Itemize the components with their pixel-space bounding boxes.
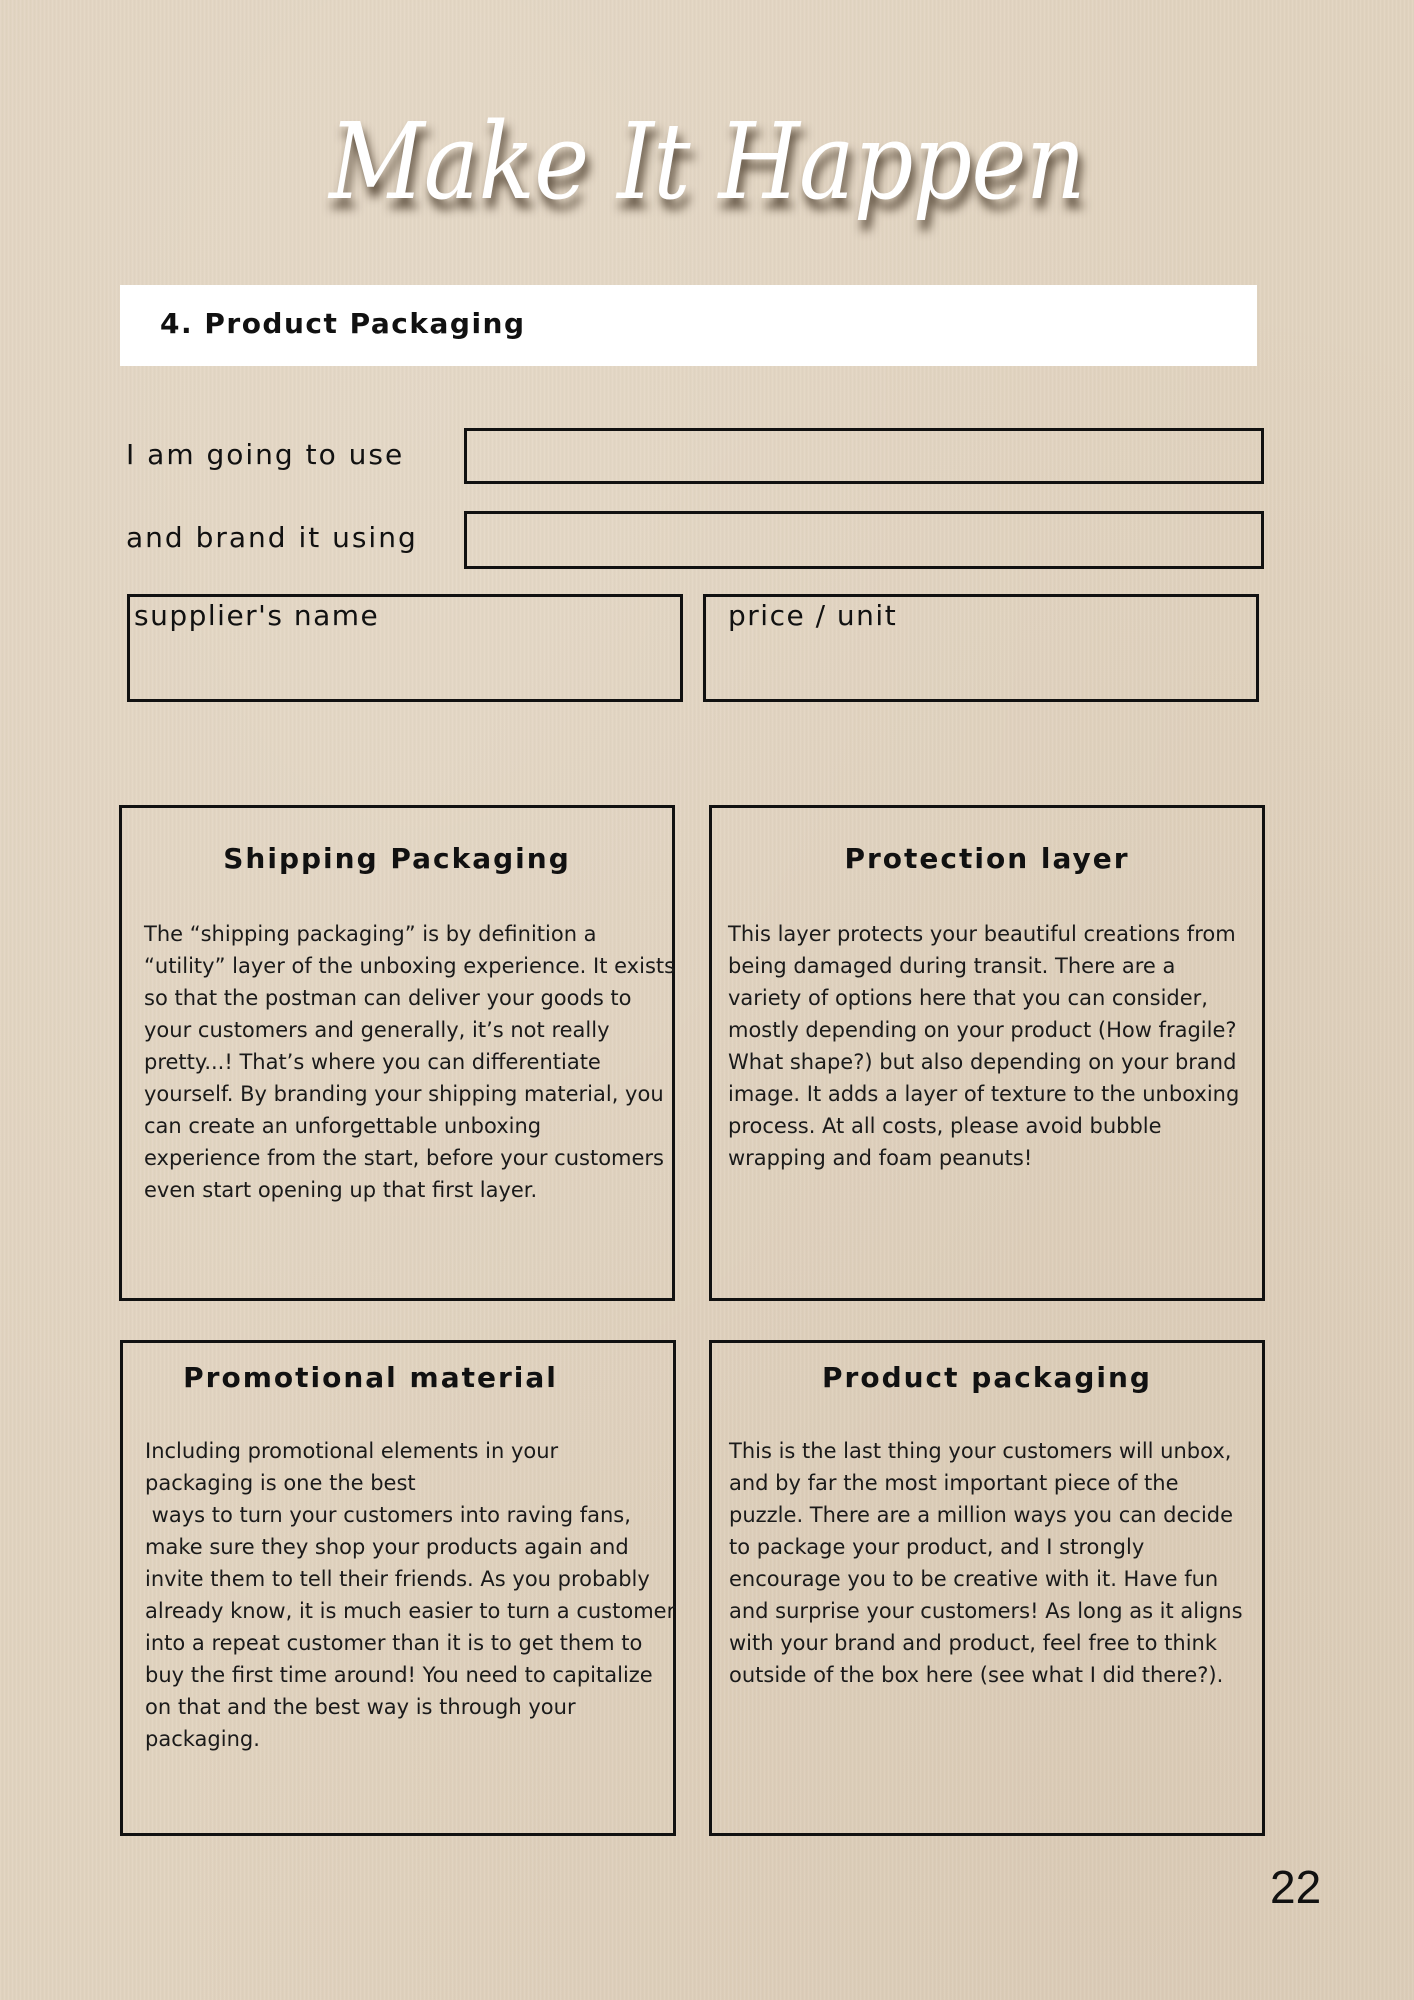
use-input[interactable] (464, 428, 1264, 484)
page-title: Make It Happen (329, 100, 1085, 223)
card-line: make sure they shop your products again and (145, 1535, 629, 1559)
card-line: pretty...! That’s where you can differentiate (144, 1050, 601, 1074)
product-packaging-card (709, 1340, 1265, 1836)
card-line: ways to turn your customers into raving fans, (145, 1503, 631, 1527)
card-heading: Promotional material (183, 1361, 558, 1394)
section-banner (120, 285, 1257, 366)
card-line: invite them to tell their friends. As you probably (145, 1567, 650, 1591)
card-line: “utility” layer of the unboxing experience. It exists (144, 954, 676, 978)
card-heading: Protection layer (844, 842, 1130, 875)
price-per-unit-field[interactable] (703, 594, 1259, 702)
card-line: What shape?) but also depending on your brand (728, 1050, 1237, 1074)
card-body (145, 1435, 676, 1755)
card-line: This is the last thing your customers will unbox, (729, 1439, 1232, 1463)
card-line: buy the first time around! You need to capitalize (145, 1663, 653, 1687)
price-per-unit-label: price / unit (728, 599, 898, 632)
card-line: with your brand and product, feel free to think (729, 1631, 1218, 1655)
protection-layer-card (709, 805, 1265, 1301)
card-body (729, 1435, 1244, 1691)
card-line: puzzle. There are a million ways you can decide (729, 1503, 1234, 1527)
card-line: and by far the most important piece of the (729, 1471, 1179, 1495)
card-line: experience from the start, before your customers (144, 1146, 664, 1170)
card-line: packaging. (145, 1727, 260, 1751)
brand-label: and brand it using (126, 521, 418, 554)
card-line: packaging is one the best (145, 1471, 416, 1495)
card-line: variety of options here that you can consider, (728, 986, 1208, 1010)
card-line: Including promotional elements in your (145, 1439, 559, 1463)
card-line: on that and the best way is through your (145, 1695, 576, 1719)
card-line: encourage you to be creative with it. Have fun (729, 1567, 1219, 1591)
card-line: wrapping and foam peanuts! (728, 1146, 1033, 1170)
promotional-material-card (120, 1340, 676, 1836)
use-label: I am going to use (126, 438, 405, 471)
brand-input[interactable] (464, 511, 1264, 569)
card-body (144, 918, 676, 1206)
card-line: into a repeat customer than it is to get them to (145, 1631, 643, 1655)
card-line: and surprise your customers! As long as it aligns (729, 1599, 1243, 1623)
card-line: your customers and generally, it’s not really (144, 1018, 610, 1042)
card-line: even start opening up that first layer. (144, 1178, 538, 1202)
card-heading: Shipping Packaging (223, 842, 571, 875)
shipping-packaging-card (119, 805, 675, 1301)
card-line: so that the postman can deliver your goods to (144, 986, 632, 1010)
card-line: mostly depending on your product (How fragile? (728, 1018, 1237, 1042)
card-heading: Product packaging (822, 1361, 1152, 1394)
card-line: to package your product, and I strongly (729, 1535, 1145, 1559)
card-line: process. At all costs, please avoid bubble (728, 1114, 1162, 1138)
page-number: 22 (1270, 1861, 1322, 1913)
card-line: already know, it is much easier to turn a customer (145, 1599, 676, 1623)
supplier-name-field[interactable] (127, 594, 683, 702)
card-line: image. It adds a layer of texture to the unboxing (728, 1082, 1240, 1106)
card-line: outside of the box here (see what I did there?). (729, 1663, 1224, 1687)
card-body (728, 918, 1244, 1174)
card-line: being damaged during transit. There are a (728, 954, 1176, 978)
supplier-name-label: supplier's name (134, 599, 380, 632)
section-heading: 4. Product Packaging (160, 307, 526, 340)
card-line: This layer protects your beautiful creations from (728, 922, 1236, 946)
card-line: The “shipping packaging” is by definition a (144, 922, 597, 946)
card-line: yourself. By branding your shipping material, you (144, 1082, 664, 1106)
card-line: can create an unforgettable unboxing (144, 1114, 542, 1138)
